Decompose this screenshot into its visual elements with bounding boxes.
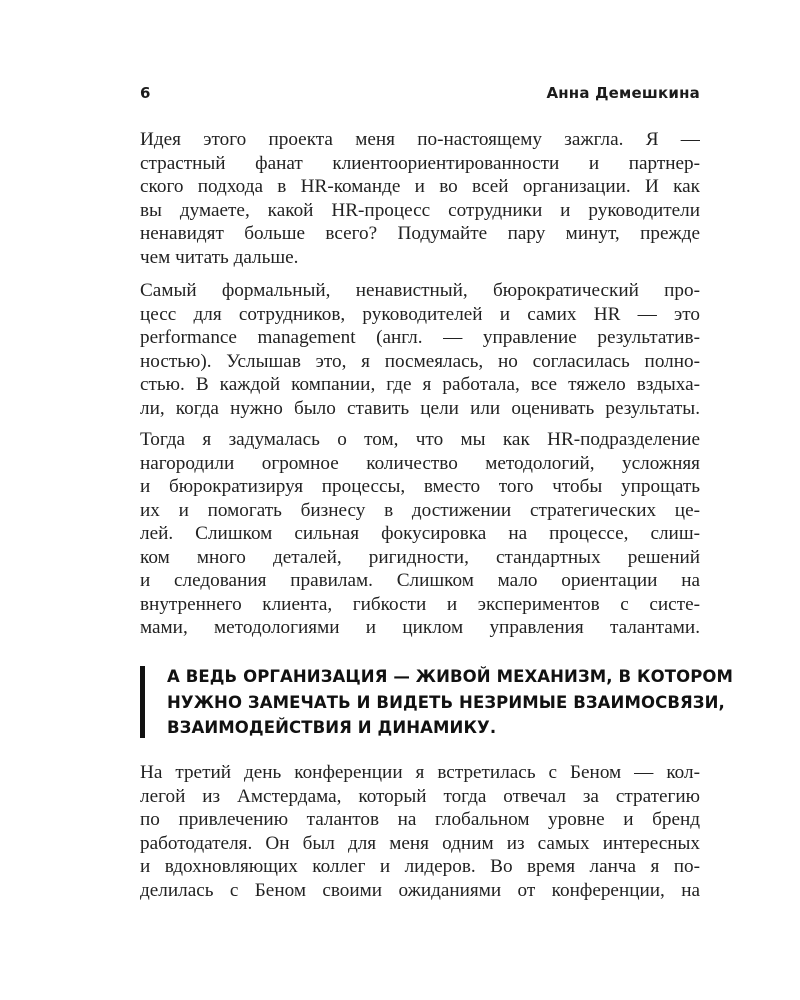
paragraph-line: Тогда я задумалась о том, что мы как HR-подразделение <box>140 429 700 450</box>
paragraph-line: их и помогать бизнесу в достижении стратегических це- <box>140 499 700 521</box>
paragraph-4 <box>140 761 700 902</box>
paragraph-line: чем читать дальше. <box>140 246 299 268</box>
paragraph-line: нагородили огромное количество методологий, усложняя <box>140 452 700 474</box>
paragraph-line: ненавидят больше всего? Подумайте пару минут, прежде <box>140 223 700 244</box>
paragraph-line: и вдохновляющих коллег и лидеров. Во время ланча я по- <box>140 856 700 877</box>
paragraph-line: по привлечению талантов на глобальном уровне и бренд <box>140 809 700 830</box>
paragraph-line: ли, когда нужно было ставить цели или оценивать результаты. <box>140 397 700 419</box>
paragraph-line: На третий день конференции я встретилась с Беном — кол- <box>140 762 700 783</box>
paragraph-line: Идея этого проекта меня по-настоящему зажгла. Я — <box>140 129 700 150</box>
pull-quote-text <box>167 664 734 741</box>
paragraph-line: легой из Амстердама, который тогда отвечал за стратегию <box>140 785 700 807</box>
pull-quote-line: ВЗАИМОДЕЙСТВИЯ И ДИНАМИКУ. <box>167 718 497 737</box>
paragraph-line: performance management (англ. — управление результатив- <box>140 327 700 348</box>
paragraph-line: ского подхода в HR-команде и во всей организации. И как <box>140 176 700 197</box>
paragraph-line: лей. Слишком сильная фокусировка на процессе, слиш- <box>140 523 700 544</box>
paragraph-line: стью. В каждой компании, где я работала, все тяжело вздыха- <box>140 374 700 395</box>
paragraph-line: делилась с Беном своими ожиданиями от конференции, на <box>140 879 700 901</box>
paragraph-line: вы думаете, какой HR-процесс сотрудники и руководители <box>140 199 700 221</box>
paragraph-line: ностью). Услышав это, я посмеялась, но согласилась полно- <box>140 350 700 372</box>
pull-quote-line: А ВЕДЬ ОРГАНИЗАЦИЯ — ЖИВОЙ МЕХАНИЗМ, В КОТОРОМ <box>167 667 734 686</box>
paragraph-line: работодателя. Он был для меня одним из самых интересных <box>140 832 700 854</box>
paragraph-line: страстный фанат клиентоориентированности и партнер- <box>140 152 700 174</box>
paragraph-1 <box>140 128 700 269</box>
page-number: 6 <box>140 84 151 102</box>
pull-quote-line: НУЖНО ЗАМЕЧАТЬ И ВИДЕТЬ НЕЗРИМЫЕ ВЗАИМОСВЯЗИ, <box>167 692 725 712</box>
paragraph-line: и следования правилам. Слишком мало ориентации на <box>140 570 700 591</box>
paragraph-line: и бюрократизируя процессы, вместо того чтобы упрощать <box>140 476 700 497</box>
paragraph-line: цесс для сотрудников, руководителей и самих HR — это <box>140 303 700 325</box>
author-name: Анна Демешкина <box>546 84 700 102</box>
paragraph-line: Самый формальный, ненавистный, бюрократический про- <box>140 280 700 301</box>
pull-quote <box>140 664 734 740</box>
paragraph-line: мами, методологиями и циклом управления талантами. <box>140 617 700 638</box>
paragraph-2 <box>140 279 700 420</box>
paragraph-3 <box>140 428 700 640</box>
running-head <box>140 84 700 106</box>
paragraph-line: внутреннего клиента, гибкости и экспериментов с систе- <box>140 593 700 615</box>
pull-quote-bar <box>140 666 145 738</box>
paragraph-line: ком много деталей, ригидности, стандартных решений <box>140 546 700 568</box>
